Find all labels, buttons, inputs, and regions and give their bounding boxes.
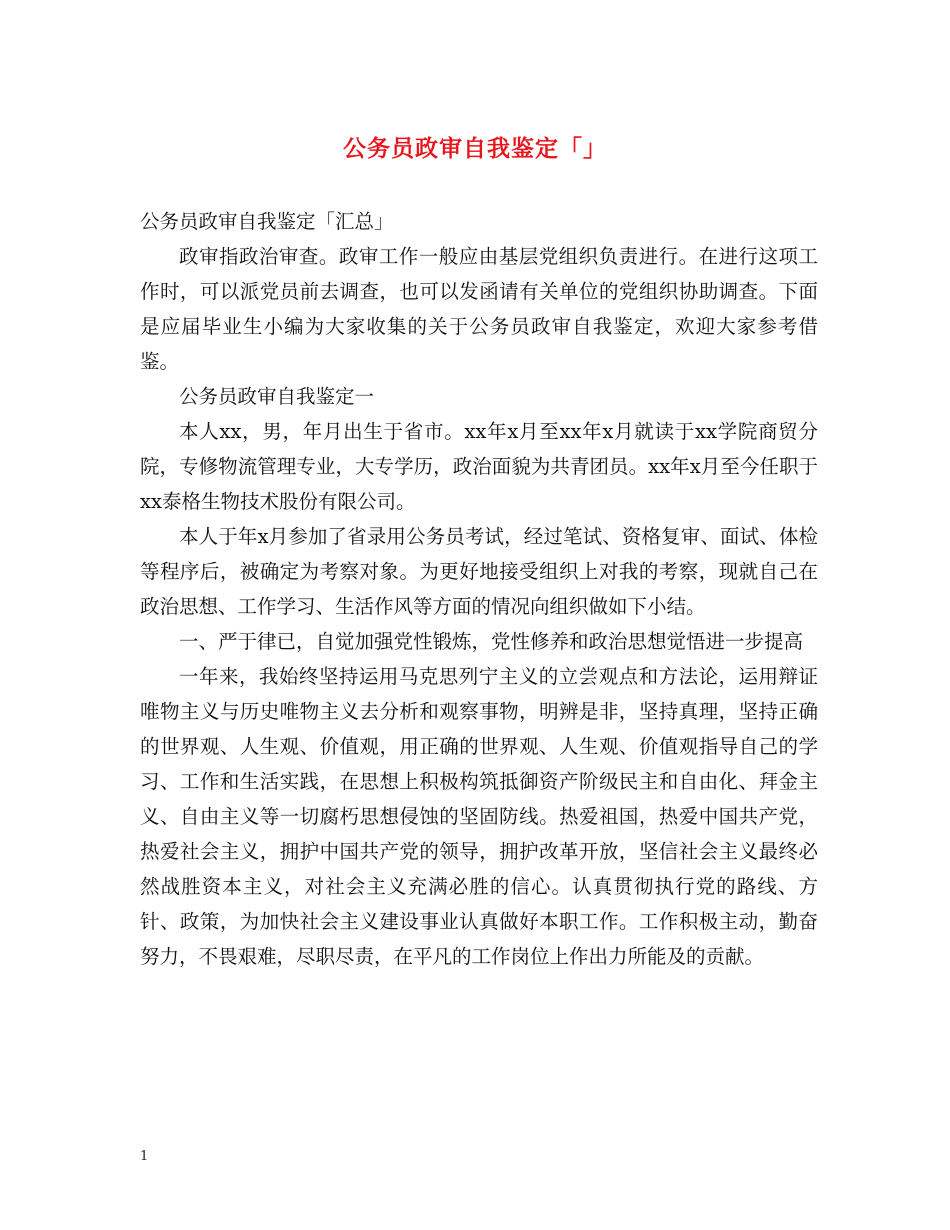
- paragraph-exam-summary: 本人于年x月参加了省录用公务员考试，经过笔试、资格复审、面试、体检等程序后，被确定为考察对象。为更好地接受组织上对我的考察，现就自己在政治思想、工作学习、生活作风等方面的情况向组织做如下小结。: [140, 525, 818, 618]
- page-number: 1: [140, 1149, 149, 1164]
- paragraph-section-title: 公务员政审自我鉴定一: [179, 385, 375, 408]
- paragraph-point-one-body: 一年来，我始终坚持运用马克思列宁主义的立尝观点和方法论，运用辩证唯物主义与历史唯物主义去分析和观察事物，明辨是非，坚持真理，坚持正确的世界观、人生观、价值观，用正确的世界观、人生观、价值观指导自己的学习、工作和生活实践，在思想上积极构筑抵御资产阶级民主和自由化、拜金主义、自由主义等一切腐朽思想侵蚀的坚固防线。热爱祖国，热爱中国共产党，热爱社会主义，拥护中国共产党的领导，拥护改革开放，坚信社会主义最终必然战胜资本主义，对社会主义充满必胜的信心。认真贯彻执行党的路线、方针、政策，为加快社会主义建设事业认真做好本职工作。工作积极主动，勤奋努力，不畏艰难，尽职尽责，在平凡的工作岗位上作出力所能及的贡献。: [140, 665, 818, 968]
- paragraph-point-one-heading: 一、严于律已，自觉加强党性锻炼，党性修养和政治思想觉悟进一步提高: [179, 630, 804, 653]
- paragraph-intro: 政审指政治审查。政审工作一般应由基层党组织负责进行。在进行这项工作时，可以派党员前去调查，也可以发函请有关单位的党组织协助调查。下面是应届毕业生小编为大家收集的关于公务员政审自我鉴定，欢迎大家参考借鉴。: [140, 245, 818, 373]
- paragraph-heading: 公务员政审自我鉴定「汇总」: [140, 210, 394, 233]
- paragraph-personal-info: 本人xx，男，年月出生于省市。xx年x月至xx年x月就读于xx学院商贸分院，专修物流管理专业，大专学历，政治面貌为共青团员。xx年x月至今任职于xx泰格生物技术股份有限公司。: [140, 420, 818, 513]
- document-title: 公务员政审自我鉴定「」: [343, 136, 607, 162]
- document-body: [140, 204, 818, 974]
